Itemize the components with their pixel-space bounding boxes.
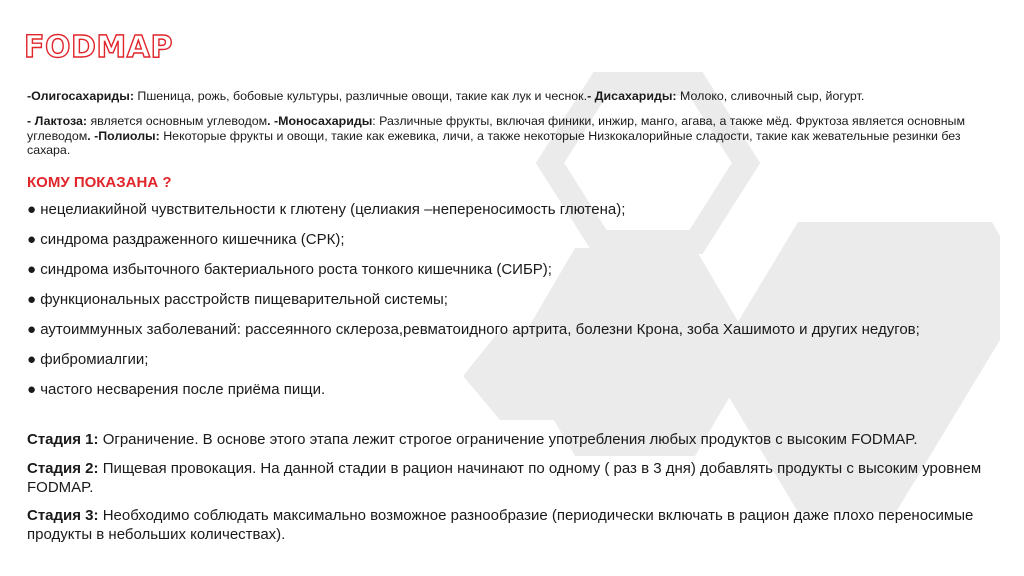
stage-text: Пищевая провокация. На данной стадии в рацион начинают по одному ( раз в 3 дня) добавлять продукты с высоким уровнем FODMAP. xyxy=(27,459,982,496)
list-item: ● синдрома раздраженного кишечника (СРК); xyxy=(27,231,345,248)
oligosaccharides-label: -Олигосахариды: xyxy=(27,89,134,103)
stage-label: Стадия 2: xyxy=(27,459,99,477)
intro-paragraph-1 xyxy=(27,89,977,104)
lactose-label: - Лактоза: xyxy=(27,114,87,128)
stage-text: Ограничение. В основе этого этапа лежит строгое ограничение употребления любых продуктов с высоким FODMAP. xyxy=(98,431,918,448)
lactose-text: является основным углеводом xyxy=(87,114,268,128)
list-item: ● фибромиалгии; xyxy=(27,351,149,368)
list-item: ● частого несварения после приёма пищи. xyxy=(27,381,326,398)
list-item: ● нецелиакийной чувствительности к глютену (целиакия –непереносимость глютена); xyxy=(27,201,626,218)
stage-1 xyxy=(27,430,997,449)
disaccharides-label: - Дисахариды: xyxy=(587,89,677,103)
stage-label: Стадия 3: xyxy=(27,507,99,524)
indications-list xyxy=(27,201,987,411)
disaccharides-text: Молоко, сливочный сыр, йогурт. xyxy=(676,89,865,103)
monosaccharides-label: . -Моносахариды xyxy=(267,114,373,128)
list-item: ● функциональных расстройств пищеварительной системы; xyxy=(27,291,448,308)
polyols-text: Некоторые фрукты и овощи, такие как ежевика, личи, а также некоторые Низкокалорийные сладости, такие как жевательные резинки без сахара. xyxy=(27,128,961,158)
monosaccharides-text: : Различные фрукты, включая финики, инжир, манго, агава, а также мёд. Фруктоза является основным углеводом xyxy=(27,114,965,143)
list-item: ● синдрома избыточного бактериального роста тонкого кишечника (СИБР); xyxy=(27,261,552,278)
slide-title: FODMAP xyxy=(24,30,173,65)
polyols-label: . -Полиолы: xyxy=(87,128,160,143)
indications-heading: КОМУ ПОКАЗАНА ? xyxy=(27,174,172,191)
list-item: ● аутоиммунных заболеваний: рассеянного склероза,ревматоидного артрита, болезни Крона, зоба Хашимото и других недугов; xyxy=(27,321,920,338)
stage-text: Необходимо соблюдать максимально возможное разнообразие (периодически включать в рацион даже плохо переносимые продукты в небольших количествах). xyxy=(27,507,974,543)
stage-3 xyxy=(27,506,997,544)
stage-label: Стадия 1: xyxy=(27,431,99,448)
intro-paragraph-2 xyxy=(27,114,977,158)
stage-2 xyxy=(27,459,997,497)
oligosaccharides-text: Пшеница, рожь, бобовые культуры, различные овощи, такие как лук и чеснок. xyxy=(133,89,588,103)
stages-list xyxy=(27,430,997,554)
